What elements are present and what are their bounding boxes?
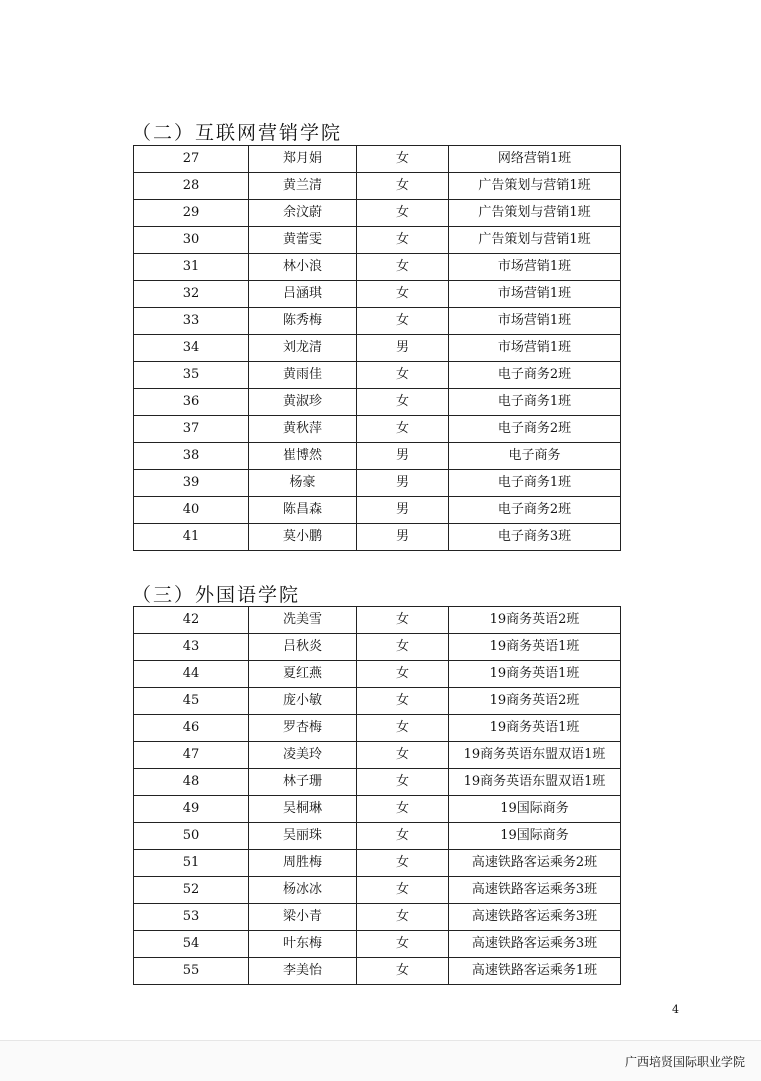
student-name-cell: 吴丽珠 [249,823,357,850]
gender-cell: 女 [357,308,449,335]
student-name-cell: 凌美玲 [249,742,357,769]
student-name-cell: 余汶蔚 [249,200,357,227]
row-number-cell: 47 [134,742,249,769]
row-number-cell: 34 [134,335,249,362]
row-number-cell: 27 [134,146,249,173]
row-number-cell: 51 [134,850,249,877]
gender-cell: 女 [357,742,449,769]
row-number-cell: 29 [134,200,249,227]
table-row [134,227,621,254]
table-row [134,634,621,661]
student-name-cell: 吕秋炎 [249,634,357,661]
table-row [134,200,621,227]
table-row [134,769,621,796]
table-row [134,524,621,551]
table-row [134,607,621,634]
row-number-cell: 30 [134,227,249,254]
student-name-cell: 吕涵琪 [249,281,357,308]
table-row [134,931,621,958]
roster-table-foreign-languages [133,606,621,985]
row-number-cell: 35 [134,362,249,389]
table-row [134,877,621,904]
footer-bar [0,1040,761,1081]
class-name-cell: 高速铁路客运乘务1班 [449,958,621,985]
row-number-cell: 41 [134,524,249,551]
row-number-cell: 43 [134,634,249,661]
row-number-cell: 28 [134,173,249,200]
class-name-cell: 市场营销1班 [449,308,621,335]
section-title-internet-marketing: （二）互联网营销学院 [132,122,343,144]
table-row [134,661,621,688]
gender-cell: 女 [357,146,449,173]
gender-cell: 男 [357,524,449,551]
student-name-cell: 黄兰清 [249,173,357,200]
class-name-cell: 19商务英语1班 [449,634,621,661]
class-name-cell: 19商务英语1班 [449,661,621,688]
student-name-cell: 崔博然 [249,443,357,470]
table-row [134,146,621,173]
table-row [134,904,621,931]
gender-cell: 女 [357,796,449,823]
table-row [134,362,621,389]
class-name-cell: 电子商务2班 [449,362,621,389]
gender-cell: 女 [357,850,449,877]
gender-cell: 女 [357,688,449,715]
student-name-cell: 冼美雪 [249,607,357,634]
row-number-cell: 52 [134,877,249,904]
gender-cell: 女 [357,715,449,742]
row-number-cell: 42 [134,607,249,634]
table-row [134,958,621,985]
row-number-cell: 33 [134,308,249,335]
row-number-cell: 45 [134,688,249,715]
student-name-cell: 庞小敏 [249,688,357,715]
gender-cell: 女 [357,931,449,958]
table-row [134,281,621,308]
class-name-cell: 19商务英语东盟双语1班 [449,742,621,769]
footer-institution: 广西培贤国际职业学院 [624,1055,745,1069]
gender-cell: 男 [357,497,449,524]
student-name-cell: 黄秋萍 [249,416,357,443]
student-name-cell: 郑月娟 [249,146,357,173]
row-number-cell: 40 [134,497,249,524]
class-name-cell: 高速铁路客运乘务3班 [449,904,621,931]
gender-cell: 女 [357,958,449,985]
table-row [134,823,621,850]
class-name-cell: 广告策划与营销1班 [449,227,621,254]
table-row [134,742,621,769]
class-name-cell: 网络营销1班 [449,146,621,173]
row-number-cell: 32 [134,281,249,308]
class-name-cell: 电子商务 [449,443,621,470]
gender-cell: 女 [357,877,449,904]
class-name-cell: 高速铁路客运乘务3班 [449,931,621,958]
row-number-cell: 39 [134,470,249,497]
gender-cell: 女 [357,904,449,931]
row-number-cell: 44 [134,661,249,688]
class-name-cell: 高速铁路客运乘务3班 [449,877,621,904]
student-name-cell: 林小浪 [249,254,357,281]
student-name-cell: 罗杏梅 [249,715,357,742]
row-number-cell: 38 [134,443,249,470]
table-row [134,335,621,362]
table-row [134,254,621,281]
table-row [134,443,621,470]
gender-cell: 女 [357,389,449,416]
class-name-cell: 市场营销1班 [449,281,621,308]
row-number-cell: 49 [134,796,249,823]
gender-cell: 女 [357,416,449,443]
roster-table-internet-marketing [133,145,621,551]
table-row [134,715,621,742]
student-name-cell: 杨冰冰 [249,877,357,904]
student-name-cell: 李美怡 [249,958,357,985]
gender-cell: 男 [357,443,449,470]
row-number-cell: 50 [134,823,249,850]
table-row [134,416,621,443]
gender-cell: 女 [357,227,449,254]
row-number-cell: 48 [134,769,249,796]
class-name-cell: 市场营销1班 [449,254,621,281]
student-name-cell: 黄淑珍 [249,389,357,416]
student-name-cell: 杨豪 [249,470,357,497]
class-name-cell: 电子商务2班 [449,416,621,443]
class-name-cell: 19国际商务 [449,823,621,850]
gender-cell: 女 [357,769,449,796]
table-row [134,173,621,200]
row-number-cell: 37 [134,416,249,443]
class-name-cell: 19商务英语1班 [449,715,621,742]
class-name-cell: 广告策划与营销1班 [449,200,621,227]
gender-cell: 女 [357,200,449,227]
gender-cell: 女 [357,254,449,281]
class-name-cell: 19商务英语2班 [449,688,621,715]
class-name-cell: 电子商务1班 [449,470,621,497]
row-number-cell: 53 [134,904,249,931]
student-name-cell: 吴桐琳 [249,796,357,823]
table-row [134,470,621,497]
section-title-foreign-languages: （三）外国语学院 [132,584,301,606]
student-name-cell: 刘龙清 [249,335,357,362]
table-row [134,308,621,335]
gender-cell: 女 [357,173,449,200]
class-name-cell: 电子商务2班 [449,497,621,524]
class-name-cell: 广告策划与营销1班 [449,173,621,200]
table-row [134,497,621,524]
student-name-cell: 夏红燕 [249,661,357,688]
class-name-cell: 电子商务3班 [449,524,621,551]
student-name-cell: 陈秀梅 [249,308,357,335]
class-name-cell: 电子商务1班 [449,389,621,416]
gender-cell: 女 [357,634,449,661]
table-row [134,688,621,715]
row-number-cell: 31 [134,254,249,281]
row-number-cell: 46 [134,715,249,742]
student-name-cell: 叶东梅 [249,931,357,958]
student-name-cell: 周胜梅 [249,850,357,877]
student-name-cell: 陈昌森 [249,497,357,524]
student-name-cell: 黄雨佳 [249,362,357,389]
gender-cell: 女 [357,607,449,634]
gender-cell: 女 [357,823,449,850]
student-name-cell: 梁小青 [249,904,357,931]
class-name-cell: 19国际商务 [449,796,621,823]
table-row [134,796,621,823]
class-name-cell: 市场营销1班 [449,335,621,362]
class-name-cell: 19商务英语东盟双语1班 [449,769,621,796]
student-name-cell: 林子珊 [249,769,357,796]
class-name-cell: 19商务英语2班 [449,607,621,634]
gender-cell: 男 [357,470,449,497]
gender-cell: 女 [357,362,449,389]
student-name-cell: 莫小鹏 [249,524,357,551]
row-number-cell: 54 [134,931,249,958]
gender-cell: 女 [357,661,449,688]
class-name-cell: 高速铁路客运乘务2班 [449,850,621,877]
table-row [134,850,621,877]
gender-cell: 男 [357,335,449,362]
row-number-cell: 36 [134,389,249,416]
table-row [134,389,621,416]
page-number: 4 [672,1003,679,1016]
gender-cell: 女 [357,281,449,308]
student-name-cell: 黄蕾雯 [249,227,357,254]
row-number-cell: 55 [134,958,249,985]
